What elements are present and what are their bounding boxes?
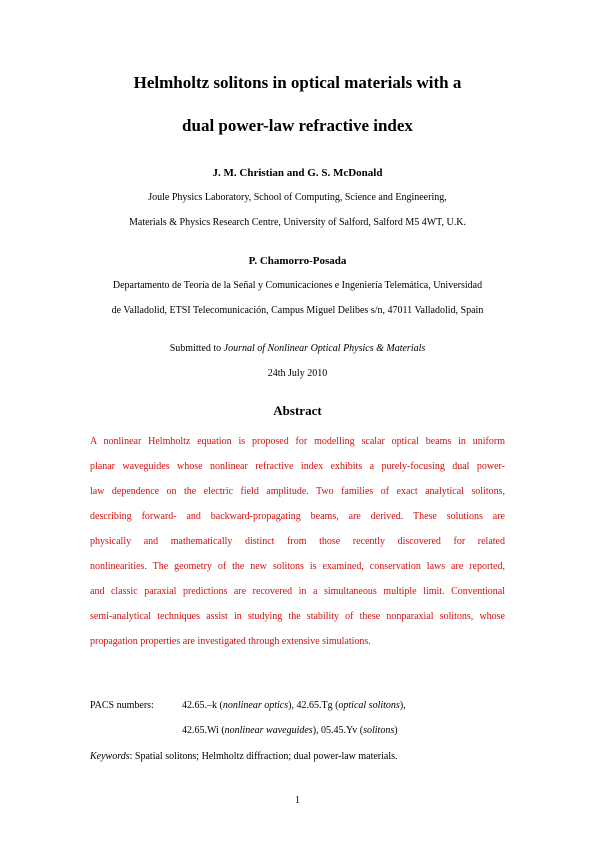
affiliation-1-line-1: Joule Physics Laboratory, School of Computing, Science and Engineering, xyxy=(148,192,447,203)
pacs-punct: ), xyxy=(399,700,406,711)
page-number: 1 xyxy=(295,795,300,806)
submission-note xyxy=(0,343,595,354)
abstract-line: planar waveguides whose nonlinear refractive index exhibits a purely-focusing dual power- xyxy=(90,461,505,472)
abstract-line: A nonlinear Helmholtz equation is proposed for modelling scalar optical beams in uniform xyxy=(90,436,505,447)
pacs-row-2 xyxy=(182,725,398,736)
submission-prefix: Submitted to xyxy=(169,343,224,354)
pacs-code: 42.65.Wi ( xyxy=(182,725,225,736)
pacs-code: ), 05.45.Yv ( xyxy=(312,725,364,736)
pacs-term: solitons xyxy=(363,725,395,736)
abstract-line: semi-analytical techniques assist in studying the stability of these nonparaxial solitons, whose xyxy=(90,611,505,622)
pacs-label: PACS numbers: xyxy=(90,700,154,711)
pacs-code: 42.65.–k ( xyxy=(182,700,223,711)
pacs-punct: ) xyxy=(394,725,398,736)
abstract-heading: Abstract xyxy=(273,403,322,418)
affiliation-1-line-2: Materials & Physics Research Centre, University of Salford, Salford M5 4WT, U.K. xyxy=(129,217,466,228)
pacs-code: ), 42.65.Tg ( xyxy=(288,700,339,711)
pacs-row-1 xyxy=(182,700,406,711)
affiliation-2-line-1: Departamento de Teoría de la Señal y Comunicaciones e Ingeniería Telemática, Universidad xyxy=(112,280,483,291)
pacs-term: nonlinear waveguides xyxy=(224,725,313,736)
keywords xyxy=(90,751,398,762)
pacs-term: optical solitons xyxy=(338,700,400,711)
abstract-line: nonlinearities. The geometry of the new solitons is examined, conservation laws are reported, xyxy=(90,561,505,572)
keywords-label: Keywords xyxy=(90,751,130,762)
title-line-1: Helmholtz solitons in optical materials with a xyxy=(133,73,462,92)
date: 24th July 2010 xyxy=(267,368,328,379)
abstract-line: propagation properties are investigated through extensive simulations. xyxy=(90,636,371,647)
keywords-text: : Spatial solitons; Helmholtz diffraction; dual power-law materials. xyxy=(129,751,398,762)
authors-primary: J. M. Christian and G. S. McDonald xyxy=(212,167,383,179)
authors-secondary: P. Chamorro-Posada xyxy=(248,255,347,267)
journal-name: Journal of Nonlinear Optical Physics & Materials xyxy=(223,343,426,354)
abstract-line: and classic paraxial predictions are recovered in a simultaneous multiple limit. Conventional xyxy=(90,586,505,597)
abstract-line: describing forward- and backward-propagating beams, are derived. These solutions are xyxy=(90,511,505,522)
abstract-line: law dependence on the electric field amplitude. Two families of exact analytical solitons, xyxy=(90,486,505,497)
affiliation-2-line-2: de Valladolid, ETSI Telecomunicación, Campus Miguel Delibes s/n, 47011 Valladolid, Spain xyxy=(111,305,484,316)
abstract-line: physically and mathematically distinct from those recently discovered for related xyxy=(90,536,505,547)
pacs-term: nonlinear optics xyxy=(222,700,289,711)
title-line-2: dual power-law refractive index xyxy=(182,116,413,135)
